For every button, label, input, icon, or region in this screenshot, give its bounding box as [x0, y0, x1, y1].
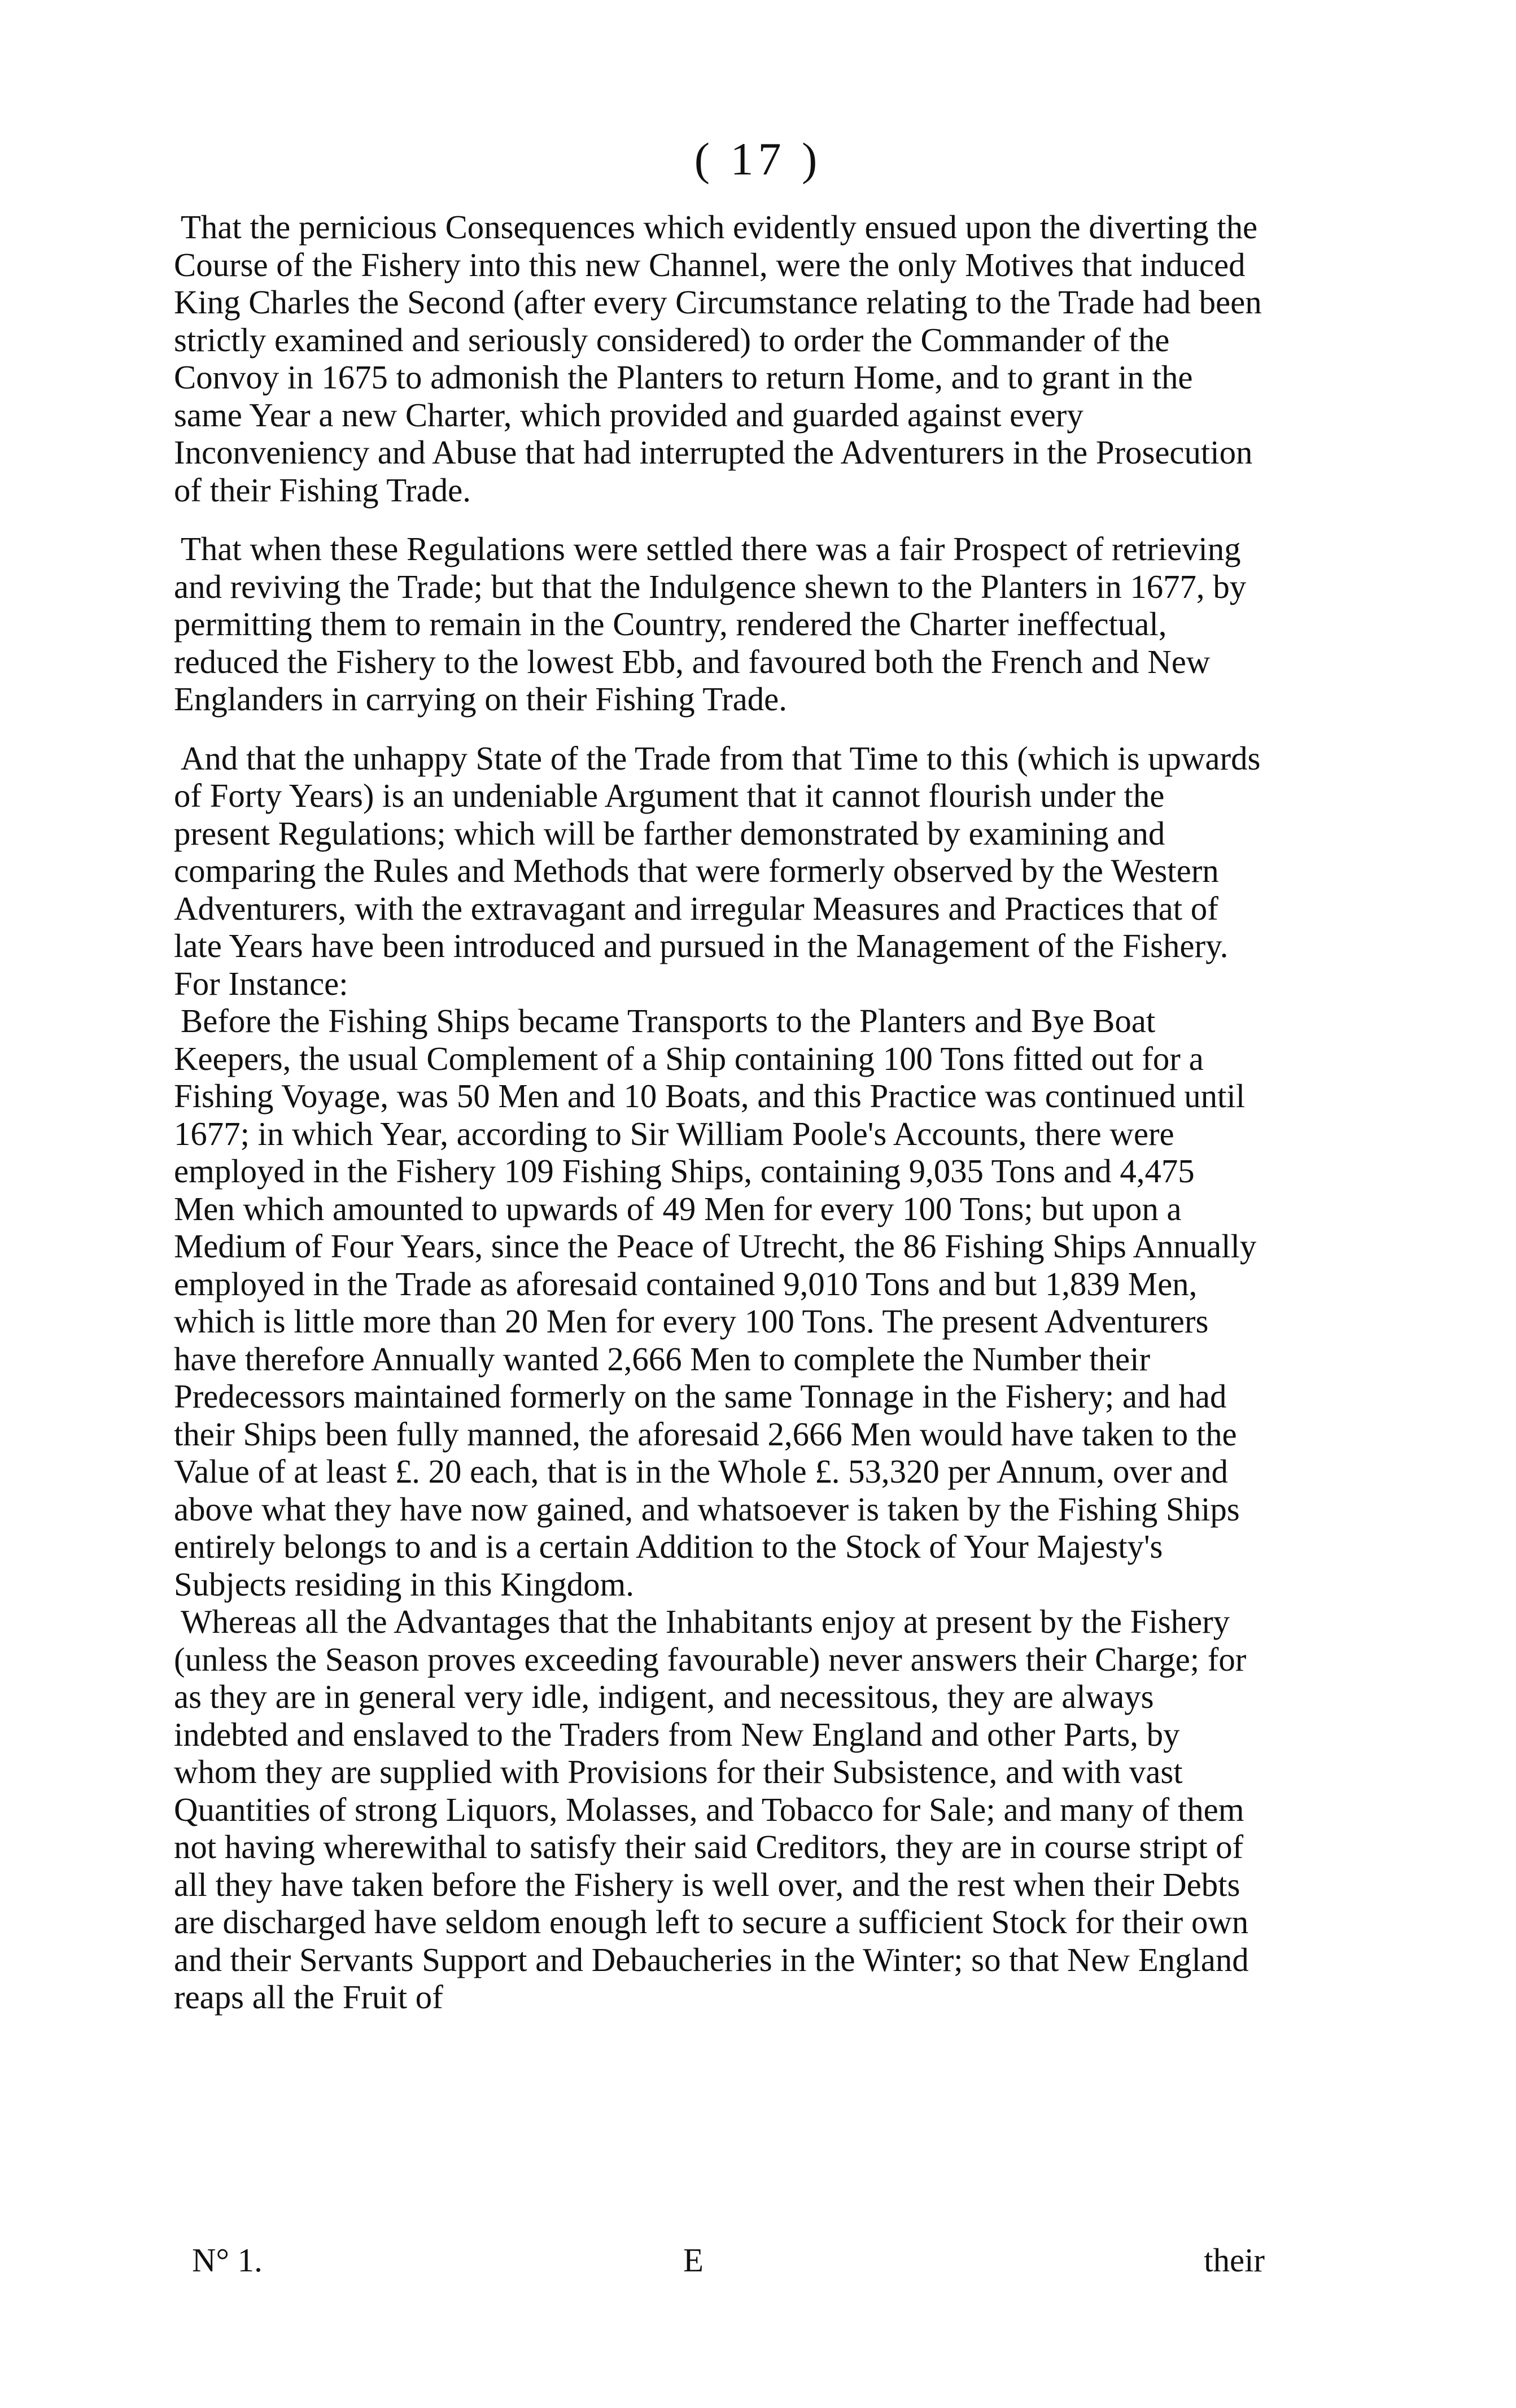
catchword: their	[1204, 2242, 1265, 2279]
page-footer	[192, 2241, 1265, 2287]
paragraph: Whereas all the Advantages that the Inhabitants enjoy at present by the Fishery (unless the Season proves exceeding favourable) never answers their Charge; for as they are in general very idle, indigent, and necessitous, they are always indebted and enslaved to the Traders from New England and other Parts, by whom they are supplied with Provisions for their Subsistence, and with vast Quantities of strong Liquors, Molasses, and Tobacco for Sale; and many of them not having wherewithal to satisfy their said Creditors, they are in course stript of all they have taken before the Fishery is well over, and the rest when their Debts are discharged have seldom enough left to secure a sufficient Stock for their own and their Servants Support and Debaucheries in the Winter; so that New England reaps all the Fruit of	[174, 1603, 1249, 2016]
paragraph: That when these Regulations were settled there was a fair Prospect of retrieving and reviving the Trade; but that the Indulgence shewn to the Planters in 1677, by permitting them to remain in the Country, rendered the Charter ineffectual, reduced the Fishery to the lowest Ebb, and favoured both the French and New Englanders in carrying on their Fishing Trade.	[174, 531, 1247, 718]
page-number: ( 17 )	[694, 133, 822, 185]
signature-number: N° 1.	[192, 2242, 263, 2279]
signature-mark: E	[683, 2242, 704, 2279]
body-text	[174, 209, 1264, 2038]
paragraph: That the pernicious Consequences which evidently ensued upon the diverting the Course of the Fishery into this new Channel, were the only Motives that induced King Charles the Second (after every Circumstance relating to the Trade had been strictly examined and seriously considered) to order the Commander of the Convoy in 1675 to admonish the Planters to return Home, and to grant in the same Year a new Charter, which provided and guarded against every Inconveniency and Abuse that had interrupted the Adventurers in the Prosecution of their Fishing Trade.	[174, 209, 1262, 509]
paragraph: And that the unhappy State of the Trade from that Time to this (which is upwards of Forty Years) is an undeniable Argument that it cannot flourish under the present Regulations; which will be farther demonstrated by examining and comparing the Rules and Methods that were formerly observed by the Western Adventurers, with the extravagant and irregular Measures and Practices that of late Years have been introduced and pursued in the Management of the Fishery. For Instance:	[174, 740, 1261, 1002]
paragraph: Before the Fishing Ships became Transports to the Planters and Bye Boat Keepers, the usual Complement of a Ship containing 100 Tons fitted out for a Fishing Voyage, was 50 Men and 10 Boats, and this Practice was continued until 1677; in which Year, according to Sir William Poole's Accounts, there were employed in the Fishery 109 Fishing Ships, containing 9,035 Tons and 4,475 Men which amounted to upwards of 49 Men for every 100 Tons; but upon a Medium of Four Years, since the Peace of Utrecht, the 86 Fishing Ships Annually employed in the Trade as aforesaid contained 9,010 Tons and but 1,839 Men, which is little more than 20 Men for every 100 Tons. The present Adventurers have therefore Annually wanted 2,666 Men to complete the Number their Predecessors maintained formerly on the same Tonnage in the Fishery; and had their Ships been fully manned, the aforesaid 2,666 Men would have taken to the Value of at least £. 20 each, that is in the Whole £. 53,320 per Annum, over and above what they have now gained, and whatsoever is taken by the Fishing Ships entirely belongs to and is a certain Addition to the Stock of Your Majesty's Subjects residing in this Kingdom.	[174, 1003, 1257, 1603]
